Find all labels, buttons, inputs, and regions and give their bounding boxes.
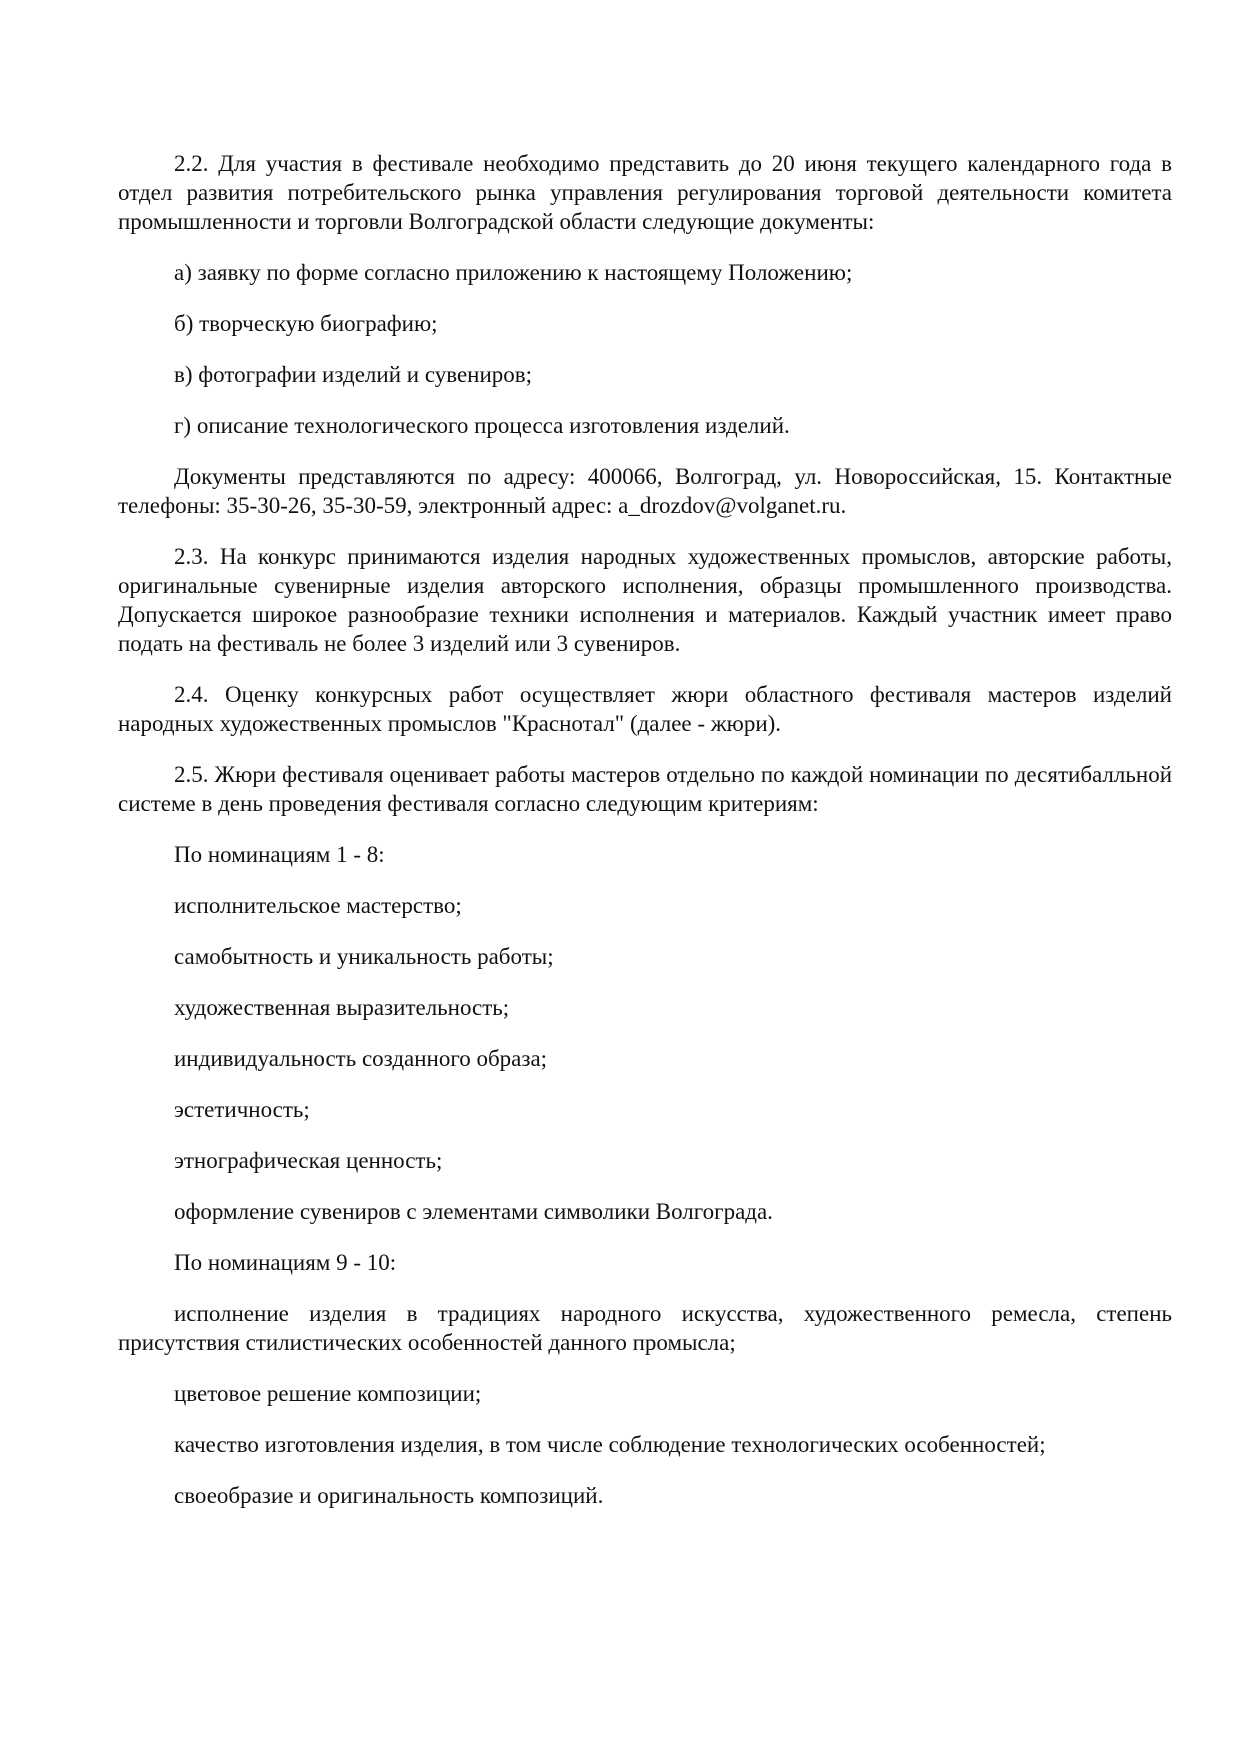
paragraph-contacts: Документы представляются по адресу: 400066, Волгоград, ул. Новороссийская, 15. Контактные телефоны: 35-30-26, 35-30-59, электронный адрес: a_drozdov@volganet.ru. — [118, 464, 1172, 518]
paragraph-2-4: 2.4. Оценку конкурсных работ осуществляет жюри областного фестиваля мастеров изделий народных художественных промыслов "Краснотал" (далее - жюри). — [118, 682, 1172, 736]
criterion-item: качество изготовления изделия, в том числе соблюдение технологических особенностей; — [174, 1432, 1046, 1457]
criterion-item: художественная выразительность; — [174, 995, 510, 1020]
paragraph-2-5: 2.5. Жюри фестиваля оценивает работы мастеров отдельно по каждой номинации по десятибалльной системе в день проведения фестиваля согласно следующим критериям: — [118, 762, 1172, 816]
criterion-item: цветовое решение композиции; — [174, 1381, 482, 1406]
criterion-item: своеобразие и оригинальность композиций. — [174, 1483, 604, 1508]
criterion-item: самобытность и уникальность работы; — [174, 944, 554, 969]
document-page — [118, 149, 1172, 1510]
criterion-item: оформление сувениров с элементами символики Волгограда. — [174, 1199, 773, 1224]
criterion-item: исполнение изделия в традициях народного искусства, художественного ремесла, степень присутствия стилистических особенностей данного промысла; — [118, 1301, 1172, 1355]
criterion-item: этнографическая ценность; — [174, 1148, 443, 1173]
criterion-item: исполнительское мастерство; — [174, 893, 462, 918]
paragraph-2-3: 2.3. На конкурс принимаются изделия народных художественных промыслов, авторские работы, оригинальные сувенирные изделия авторского исполнения, образцы промышленного производства. Допускается широкое разнообразие техники исполнения и материалов. Каждый участник имеет право подать на фестиваль не более 3 изделий или 3 сувениров. — [118, 544, 1172, 656]
list-item-b: б) творческую биографию; — [174, 311, 438, 336]
criterion-item: индивидуальность созданного образа; — [174, 1046, 548, 1071]
list-item-v: в) фотографии изделий и сувениров; — [174, 362, 533, 387]
nominations-9-10-heading: По номинациям 9 - 10: — [174, 1250, 397, 1275]
list-item-a: а) заявку по форме согласно приложению к настоящему Положению; — [174, 260, 853, 285]
nominations-1-8-heading: По номинациям 1 - 8: — [174, 842, 385, 867]
list-item-g: г) описание технологического процесса изготовления изделий. — [174, 413, 790, 438]
paragraph-2-2: 2.2. Для участия в фестивале необходимо представить до 20 июня текущего календарного года в отдел развития потребительского рынка управления регулирования торговой деятельности комитета промышленности и торговли Волгоградской области следующие документы: — [118, 151, 1172, 234]
criterion-item: эстетичность; — [174, 1097, 310, 1122]
